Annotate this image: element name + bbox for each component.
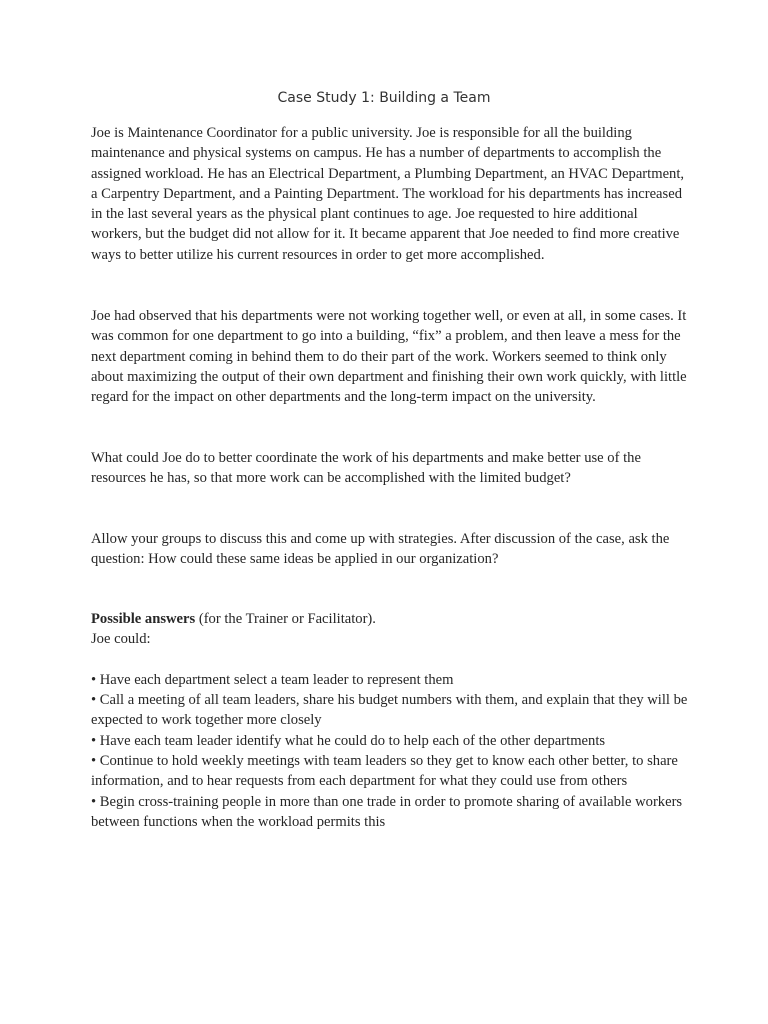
document-title: Case Study 1: Building a Team xyxy=(277,90,491,106)
paragraph-observation xyxy=(91,306,691,407)
paragraph-text: What could Joe do to better coordinate the work of his departments and make better use of the resources he has, so that more work can be accomplished with the limited budget? xyxy=(91,450,641,487)
possible-answers-section xyxy=(91,609,691,832)
answer-bullet: • Continue to hold weekly meetings with team leaders so they get to know each other better, to share information, and to hear requests from each department for what they could use from others xyxy=(91,753,678,790)
spacer xyxy=(91,650,691,670)
paragraph-situation xyxy=(91,123,691,265)
answer-bullet: • Call a meeting of all team leaders, share his budget numbers with them, and explain that they will be expected to work together more closely xyxy=(91,692,688,729)
paragraph-question xyxy=(91,448,691,489)
answer-bullet: • Begin cross-training people in more than one trade in order to promote sharing of available workers between functions when the workload permits this xyxy=(91,793,683,830)
paragraph-text: Allow your groups to discuss this and come up with strategies. After discussion of the case, ask the question: How could these same ideas be applied in our organization? xyxy=(91,531,670,568)
answers-heading xyxy=(91,609,691,629)
paragraph-text: Joe is Maintenance Coordinator for a public university. Joe is responsible for all the building maintenance and physical systems on campus. He has a number of departments to accomplish the assigned workload. He has an Electrical Department, a Plumbing Department, an HVAC Department, a Carpentry Department, and a Painting Department. The workload for his departments has increased in the last several years as the physical plant continues to age. Joe requested to hire additional workers, but the budget did not allow for it. It became apparent that Joe needed to find more creative ways to better utilize his current resources in order to get more accomplished. xyxy=(91,125,685,263)
answer-bullet: • Have each department select a team leader to represent them xyxy=(91,671,454,688)
paragraph-instructions xyxy=(91,529,691,570)
paragraph-text: Joe had observed that his departments were not working together well, or even at all, in some cases. It was common for one department to go into a building, “fix” a problem, and then leave a mess for the next department coming in behind them to do their part of the work. Workers seemed to think only about maximizing the output of their own department and finishing their own work quickly, with little regard for the impact on other departments and the long-term impact on the university. xyxy=(91,308,687,406)
answers-heading-rest: (for the Trainer or Facilitator). xyxy=(195,611,376,627)
answers-intro: Joe could: xyxy=(91,631,151,648)
answer-bullet: • Have each team leader identify what he could do to help each of the other departments xyxy=(91,732,606,749)
answers-heading-bold: Possible answers xyxy=(91,611,196,627)
